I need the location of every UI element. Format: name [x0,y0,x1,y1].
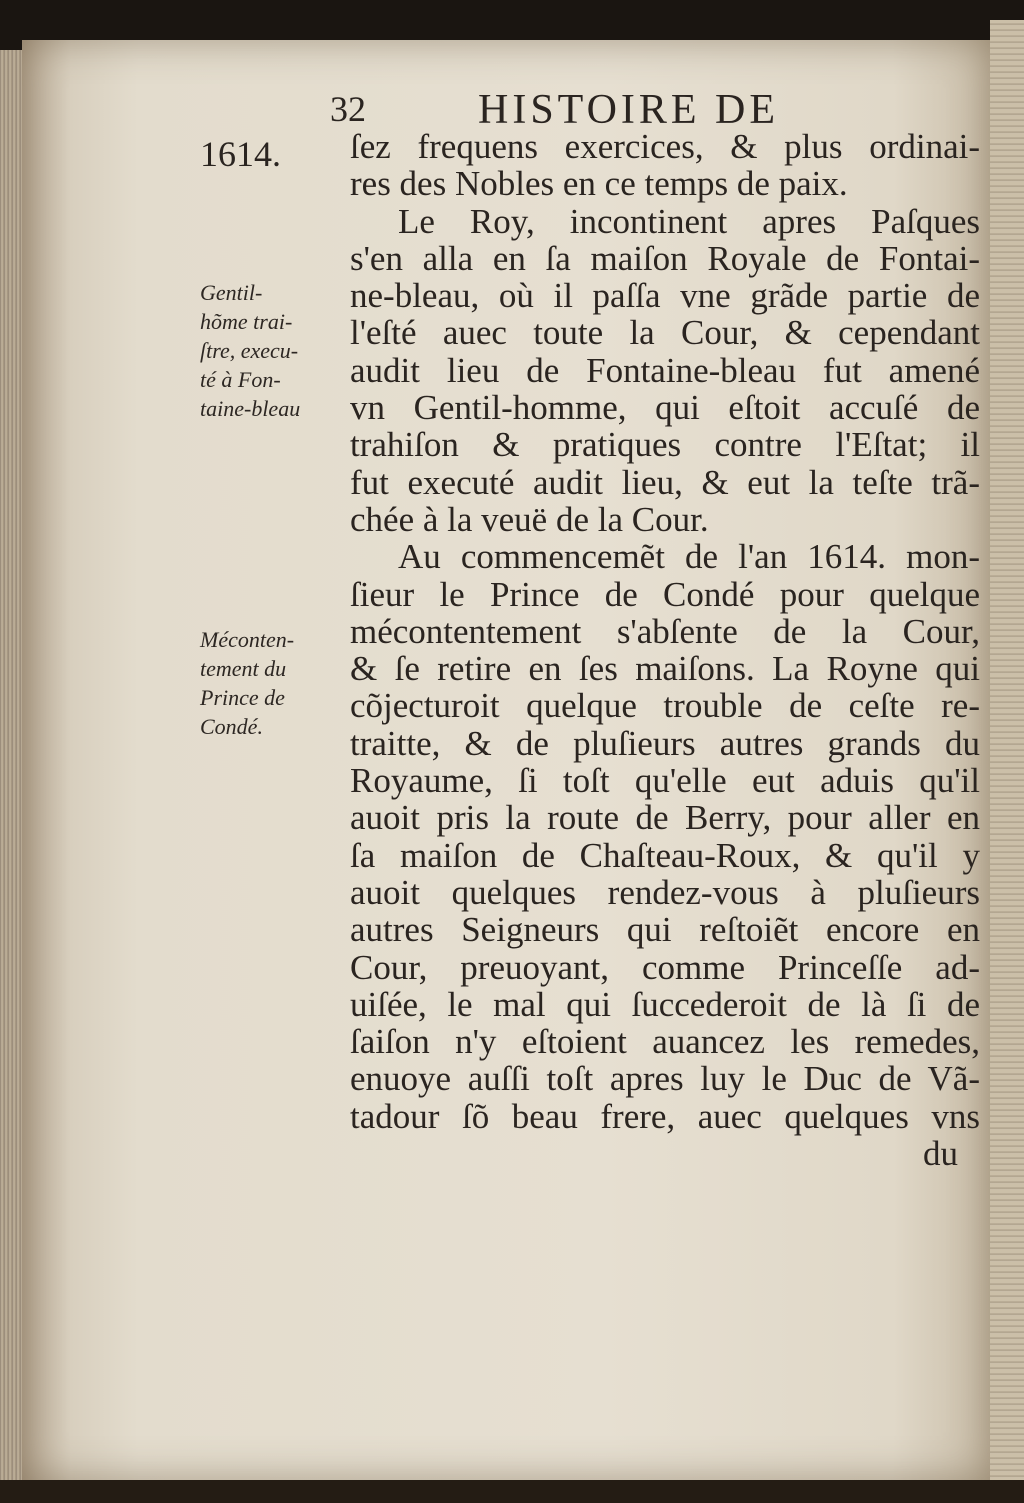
text-line: l'eſté auec toute la Cour, & cependant [350,313,980,353]
text-line: trahiſon & pratiques contre l'Eſtat; il [350,425,980,465]
text-line: ne-bleau, où il paſſa vne grãde partie de [350,276,980,316]
text-line: autres Seigneurs qui reſtoiẽt encore en [350,910,980,950]
text-line: & ſe retire en ſes maiſons. La Royne qui [350,649,980,689]
text-line: ſez frequens exercices, & plus ordinai- [350,127,980,166]
sidenote-line: tement du [200,656,287,681]
sidenote-line: Prince de [200,685,285,710]
text-line: traitte, & de pluſieurs autres grands du [350,723,980,763]
text-line: Royaume, ſi toſt qu'elle eut aduis qu'il [350,761,980,801]
text-line: ſa maiſon de Chaſteau-Roux, & qu'il y [350,835,980,875]
text-line: vn Gentil-homme, qui eſtoit accuſé de [350,388,980,428]
book-left-edge [0,50,24,1503]
text-line: res des Nobles en ce temps de paix. [350,164,848,204]
page-number: 32 [330,89,366,129]
text-line: audit lieu de Fontaine-bleau fut amené [350,350,980,390]
text-line: enuoye auſſi toſt apres luy le Duc de Vã- [350,1059,980,1099]
text-line: fut executé audit lieu, & eut la teſte trã- [350,462,980,502]
sidenote-line: Condé. [200,714,263,739]
text-line: ſieur le Prince de Condé pour quelque [350,574,980,614]
text-line: mécontentement s'abſente de la Cour, [350,611,980,651]
sidenote-line: ſtre, execu- [200,338,299,363]
sidenote-gentilhomme [200,278,350,423]
sidenote-line: hõme trai- [200,309,293,334]
text-line: ſaiſon n'y eſtoient auancez les remedes, [350,1022,980,1062]
body-text [330,128,980,1172]
sidenote-line: Gentil- [200,280,263,305]
page-header [330,87,890,133]
text-line: Au commencemẽt de l'an 1614. mon- [398,537,980,577]
running-title: HISTOIRE DE [478,87,780,133]
text-line: Le Roy, incontinent apres Paſques [398,201,980,241]
text-line: auoit quelques rendez-vous à pluſieurs [350,872,980,912]
text-line: tadour ſõ beau frere, auec quelques vns [350,1096,980,1136]
text-line: s'en alla en ſa maiſon Royale de Fontai- [350,238,980,278]
text-line: auoit pris la route de Berry, pour aller en [350,798,980,838]
text-line: Cour, preuoyant, comme Princeſſe ad- [350,947,980,987]
book-page-edges [990,20,1024,1503]
book-bottom-shadow [0,1480,1024,1503]
text-line: cõjecturoit quelque trouble de ceſte re- [350,686,980,726]
sidenote-mecontentement [200,625,350,741]
year-marker: 1614. [200,134,281,174]
text-line: uiſée, le mal qui ſuccederoit de là ſi de [350,984,980,1024]
catchword: du [923,1134,958,1174]
sidenote-line: té à Fon- [200,367,281,392]
text-line: chée à la veuë de la Cour. [350,499,709,539]
sidenote-line: taine-bleau [200,396,301,421]
sidenote-line: Méconten- [200,627,295,652]
